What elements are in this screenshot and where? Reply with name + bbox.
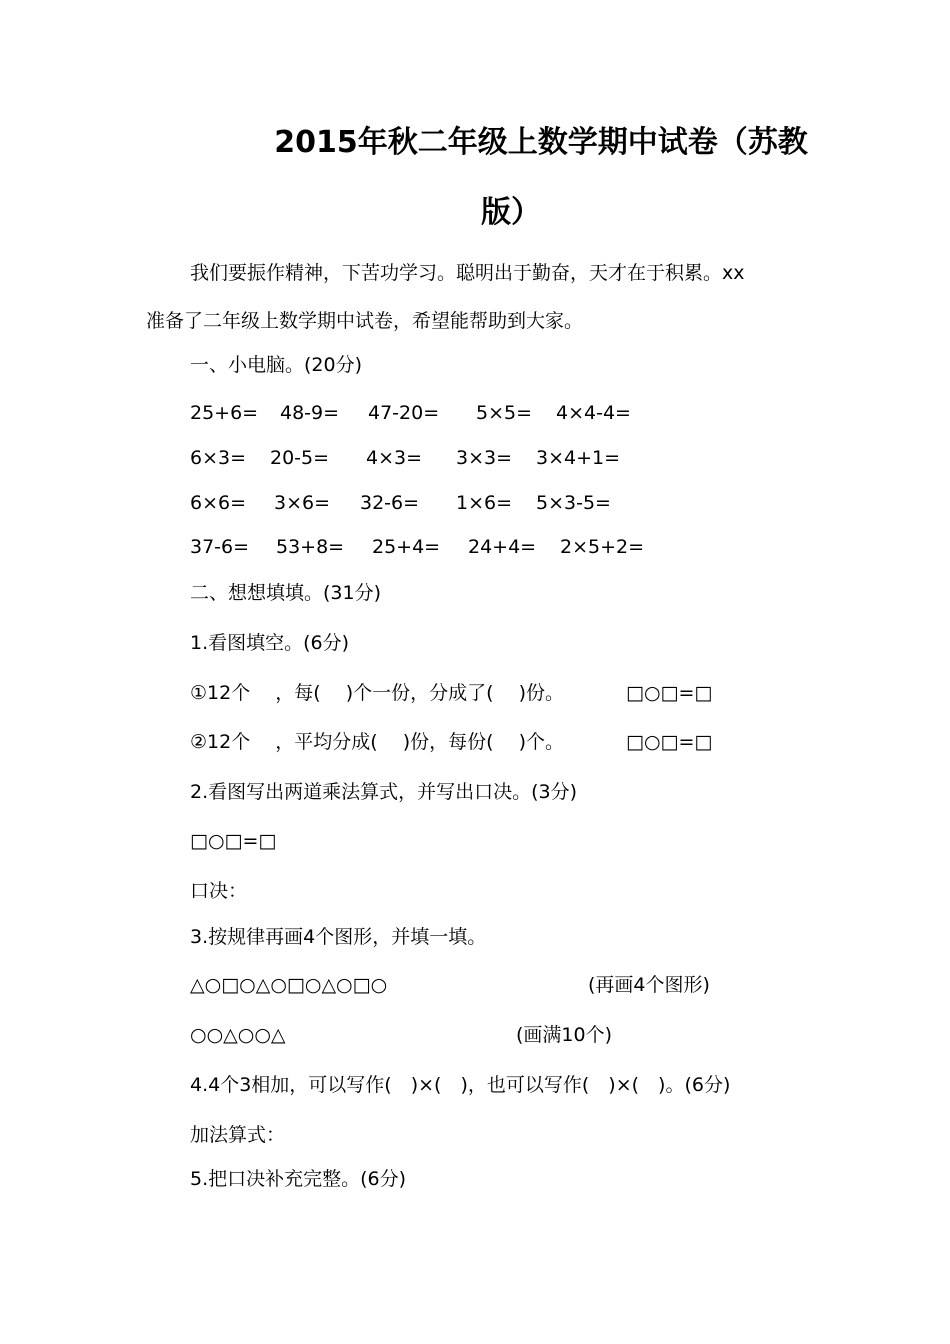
page-title-line2: 版） xyxy=(481,195,541,230)
shape-note-1: (再画4个图形) xyxy=(588,974,710,996)
shape-sequence-2: ○○△○○△ xyxy=(190,1024,286,1046)
question-1: 1.看图填空。(6分) xyxy=(190,632,350,654)
calc-item: 32-6= xyxy=(360,492,420,514)
calc-item: 53+8= xyxy=(276,536,345,558)
section-2-heading: 二、想想填填。(31分) xyxy=(190,582,382,604)
calc-item: 3×3= xyxy=(456,447,513,469)
question-1b: ②12个 ，平均分成( )份，每份( )个。 xyxy=(190,731,564,753)
calc-item: 6×3= xyxy=(190,447,247,469)
calc-item: 5×5= xyxy=(476,402,533,424)
calc-item: 25+4= xyxy=(372,536,441,558)
shape-note-2: (画满10个) xyxy=(516,1024,613,1046)
question-4: 4.4个3相加，可以写作( )×( )，也可以写作( )×( )。(6分) xyxy=(190,1074,731,1096)
calc-item: 48-9= xyxy=(280,402,340,424)
intro-line-1: 我们要振作精神，下苦功学习。聪明出于勤奋，天才在于积累。xx xyxy=(190,262,745,284)
question-3: 3.按规律再画4个图形，并填一填。 xyxy=(190,926,487,948)
question-2: 2.看图写出两道乘法算式，并写出口决。(3分) xyxy=(190,781,578,803)
equation-boxes: □○□=□ xyxy=(190,830,277,852)
calc-item: 20-5= xyxy=(270,447,330,469)
intro-line-2: 准备了二年级上数学期中试卷，希望能帮助到大家。 xyxy=(146,310,584,332)
calc-item: 37-6= xyxy=(190,536,250,558)
koujue-label: 口决： xyxy=(190,880,248,902)
calc-item: 6×6= xyxy=(190,492,247,514)
calc-item: 25+6= xyxy=(190,402,259,424)
calc-item: 4×3= xyxy=(366,447,423,469)
addition-label: 加法算式： xyxy=(190,1124,286,1146)
equation-boxes: □○□=□ xyxy=(626,731,713,753)
shape-sequence-1: △○□○△○□○△○□○ xyxy=(190,974,388,996)
question-5: 5.把口决补充完整。(6分) xyxy=(190,1168,407,1190)
equation-boxes: □○□=□ xyxy=(626,682,713,704)
calc-item: 1×6= xyxy=(456,492,513,514)
calc-item: 2×5+2= xyxy=(560,536,645,558)
question-1a: ①12个 ，每( )个一份，分成了( )份。 xyxy=(190,682,564,704)
calc-item: 24+4= xyxy=(468,536,537,558)
calc-item: 5×3-5= xyxy=(536,492,611,514)
calc-item: 3×6= xyxy=(274,492,331,514)
page-title-line1: 2015年秋二年级上数学期中试卷（苏教 xyxy=(274,125,808,160)
section-1-heading: 一、小电脑。(20分) xyxy=(190,354,363,376)
calc-item: 47-20= xyxy=(368,402,440,424)
calc-item: 3×4+1= xyxy=(536,447,621,469)
calc-item: 4×4-4= xyxy=(556,402,631,424)
